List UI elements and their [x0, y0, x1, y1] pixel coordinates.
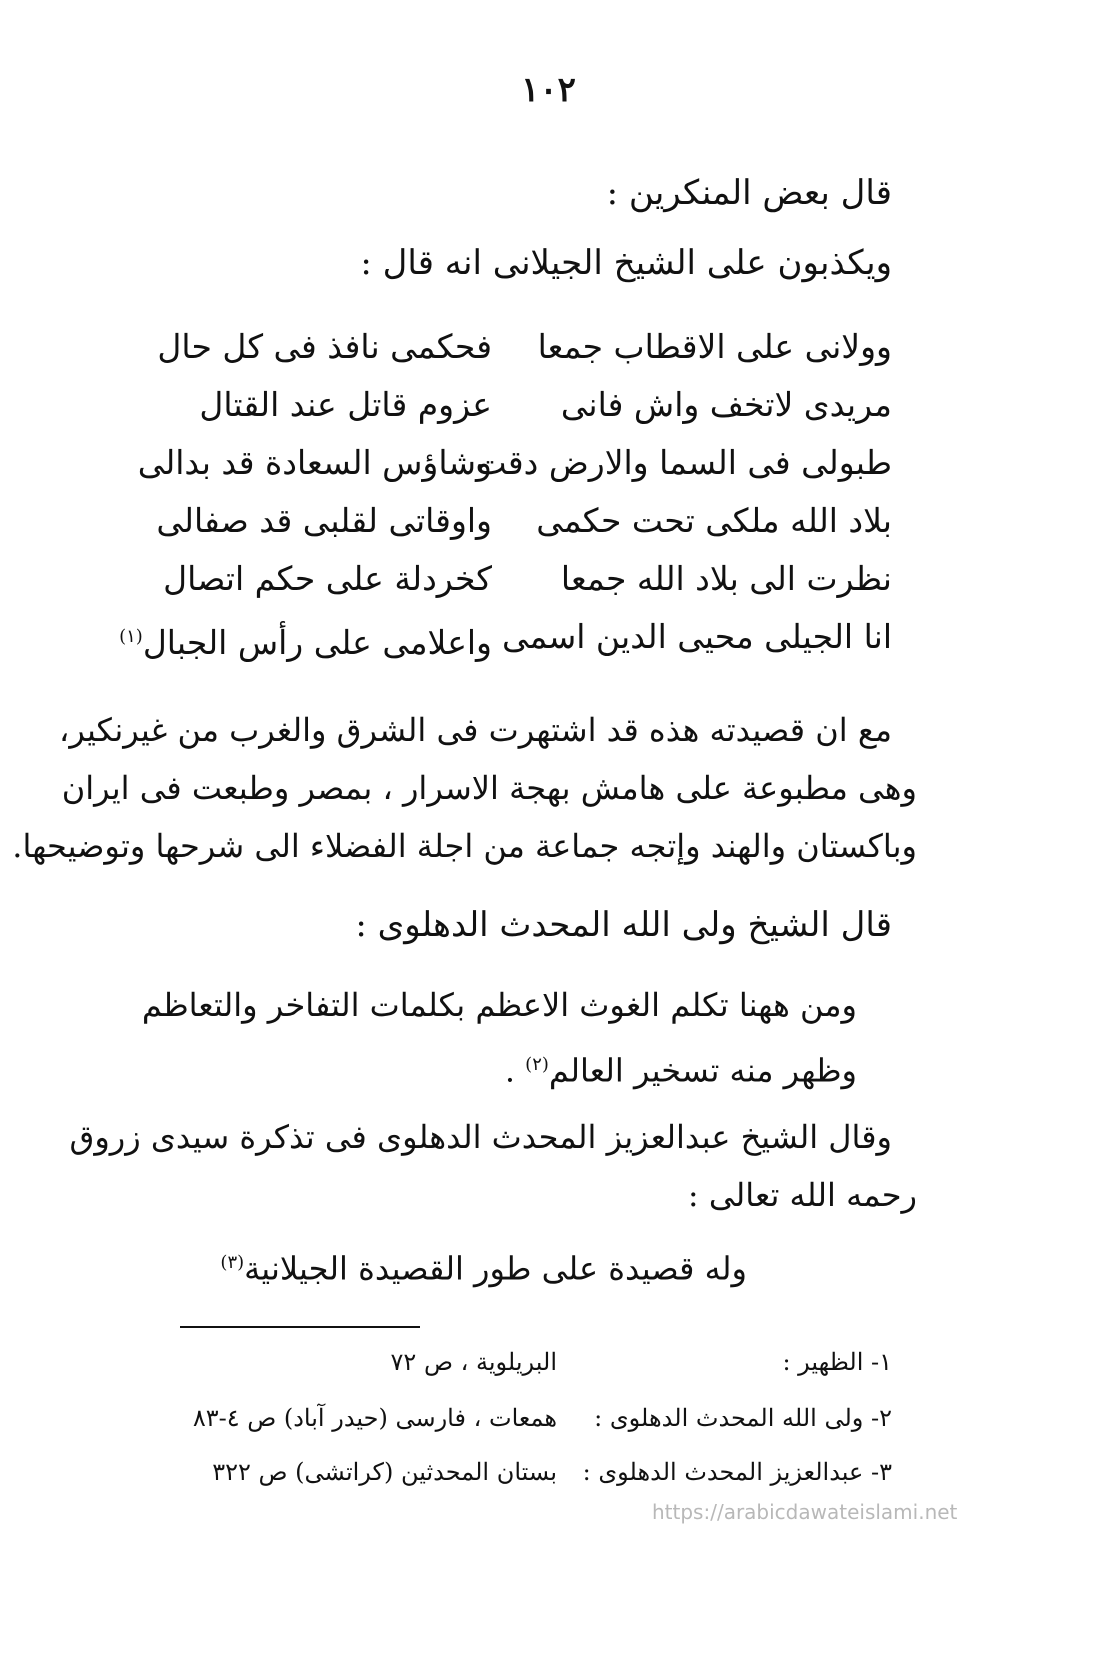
verse-text: واعلامى على رأس الجبال	[142, 623, 492, 662]
verse-first-hemistich: انا الجيلى محيى الدين اسمى	[502, 617, 892, 656]
verse-second-hemistich: عزوم قاتل عند القتال	[199, 385, 492, 424]
footnote-label: ٣- عبدالعزيز المحدث الدهلوى :	[582, 1458, 892, 1486]
verse-second-hemistich: فحكمى نافذ فى كل حال	[157, 327, 492, 366]
footnote-source: البريلوية ، ص ٧٢	[390, 1348, 557, 1376]
watermark-url: https://arabicdawateislami.net	[652, 1500, 958, 1524]
page-number: ١٠٢	[521, 70, 576, 110]
footnote-ref: (٢)	[525, 1054, 549, 1075]
intro-line: قال بعض المنكرين :	[606, 173, 892, 213]
quote-line	[220, 1238, 747, 1294]
quote-end: .	[504, 1051, 526, 1090]
footnote-label: ١- الظهير :	[782, 1348, 892, 1376]
paragraph-line: وهى مطبوعة على هامش بهجة الاسرار ، بمصر وطبعت فى ايران	[61, 769, 917, 807]
verse-first-hemistich: بلاد الله ملكى تحت حكمى	[536, 501, 892, 540]
verse-first-hemistich: طبولى فى السما والارض دقت	[475, 443, 892, 482]
footnote-divider	[180, 1326, 420, 1328]
quote-text: وله قصيدة على طور القصيدة الجيلانية	[244, 1249, 747, 1288]
quote-intro: قال الشيخ ولى الله المحدث الدهلوى :	[355, 905, 892, 945]
verse-second-hemistich	[112, 612, 492, 668]
footnote-ref: (١)	[119, 626, 143, 647]
quote-line: ومن ههنا تكلم الغوث الاعظم بكلمات التفاخر والتعاظم	[141, 986, 857, 1024]
quote-text: وظهر منه تسخير العالم	[548, 1051, 857, 1090]
footnote-source: همعات ، فارسى (حيدر آباد) ص ٤-٨٣	[192, 1404, 557, 1432]
quote-line	[505, 1040, 857, 1096]
paragraph-line: رحمه الله تعالى :	[687, 1176, 917, 1214]
verse-second-hemistich: واوقاتى لقلبى قد صفالى	[156, 501, 492, 540]
footnote-source: بستان المحدثين (كراتشى) ص ٣٢٢	[212, 1458, 557, 1486]
paragraph-line: وباكستان والهند وإتجه جماعة من اجلة الفضلاء الى شرحها وتوضيحها.	[12, 827, 917, 865]
verse-first-hemistich: وولانى على الاقطاب جمعا	[537, 327, 892, 366]
paragraph-line: وقال الشيخ عبدالعزيز المحدث الدهلوى فى تذكرة سيدى زروق	[69, 1118, 892, 1156]
footnote-label: ٢- ولى الله المحدث الدهلوى :	[594, 1404, 892, 1432]
intro-line: ويكذبون على الشيخ الجيلانى انه قال :	[360, 243, 892, 283]
verse-second-hemistich: كخردلة على حكم اتصال	[163, 559, 492, 598]
verse-second-hemistich: وشاؤس السعادة قد بدالى	[137, 443, 492, 482]
footnote-ref: (٣)	[220, 1252, 245, 1273]
verse-first-hemistich: نظرت الى بلاد الله جمعا	[560, 559, 892, 598]
paragraph-line: مع ان قصيدته هذه قد اشتهرت فى الشرق والغرب من غيرنكير،	[59, 711, 892, 749]
verse-first-hemistich: مريدى لاتخف واش فانى	[560, 385, 892, 424]
